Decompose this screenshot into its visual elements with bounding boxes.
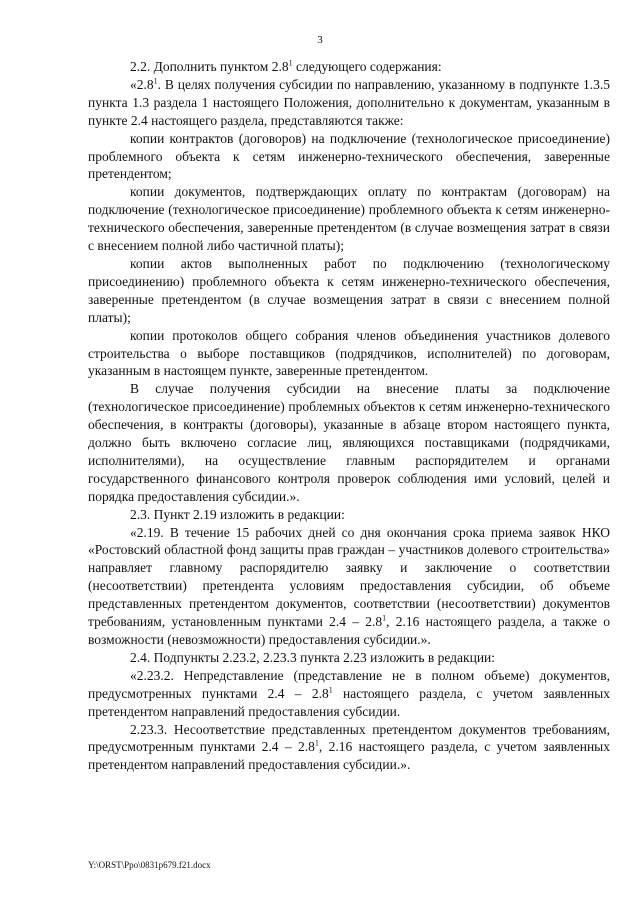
paragraph-text: , 2.16 настоящего раздела, с учетом заявленных претендентом направлений предоставления субсидии.». — [88, 739, 610, 773]
paragraph — [88, 255, 610, 327]
superscript: 1 — [153, 76, 158, 86]
paragraph — [88, 58, 610, 76]
paragraph-text: копии документов, подтверждающих оплату по контрактам (договорам) на подключение (технологическое присоединение) проблемного объекта к сетям инженерно-технического обеспечения, заверенные претендентом (в случае возмещения затрат в связи с внесением полной либо частичной платы); — [88, 184, 610, 254]
paragraph-text: В случае получения субсидии на внесение платы за подключение (технологическое присоединение) проблемных объектов к сетям инженерно-технического обеспечения, в контракты (договоры), указанные в абзаце втором настоящего пункта, должно быть включено согласие лиц, являющихся поставщиками (подрядчиками, исполнителями), на осуществление главным распорядителем и органами государственного финансового контроля проверок соблюдения ими условий, целей и порядка предоставления субсидии.». — [88, 381, 610, 504]
superscript: 1 — [288, 58, 293, 68]
paragraph-text: 2.4. Подпункты 2.23.2, 2.23.3 пункта 2.23 изложить в редакции: — [130, 649, 496, 665]
paragraph — [88, 327, 610, 381]
paragraph — [88, 649, 610, 667]
page-number: 3 — [317, 34, 323, 46]
paragraph-text: «2.8 — [130, 76, 154, 92]
footer-file-path: Y:\ORST\Ppo\0831p679.f21.docx — [88, 860, 211, 870]
paragraph-text: настоящего раздела, с учетом заявленных претендентом направлений предоставления субсидии. — [88, 685, 610, 719]
paragraph-text: 2.3. Пункт 2.19 изложить в редакции: — [130, 506, 345, 522]
superscript: 1 — [314, 738, 319, 748]
paragraph-text: копии контрактов (договоров) на подключение (технологическое присоединение) проблемного объекта к сетям инженерно-технического обеспечения, заверенные претендентом; — [88, 130, 610, 182]
superscript: 1 — [382, 613, 387, 623]
paragraph-text: , 2.16 настоящего раздела, а также о возможности (невозможности) предоставления субсидии.». — [88, 614, 611, 647]
paragraph — [88, 506, 610, 524]
paragraph-text: «2.19. В течение 15 рабочих дней со дня окончания срока приема заявок НКО «Ростовский областной фонд защиты прав граждан – участников долевого строительства» направляет главному распорядителю заявку и заключение о соответствии (несоответствии) претендента условиям предоставления субсидии, об объеме представленных претендентом документов, соответствии (несоответствии) документов требованиям, установленным пунктами 2.4 – 2.8 — [88, 524, 610, 630]
paragraph-text: . В целях получения субсидии по направлению, указанному в подпункте 1.3.5 пункта 1.3 раздела 1 настоящего Положения, дополнительно к документам, указанным в пункте 2.4 настоящего раздела, представляются также: — [88, 76, 610, 128]
paragraph — [88, 76, 610, 130]
paragraph-text: 2.23.3. Несоответствие представленных претендентом документов требованиям, предусмотренным пунктами 2.4 – 2.8 — [88, 721, 610, 755]
paragraph-text: копии актов выполненных работ по подключению (технологическому присоединению) проблемного объекта к сетям инженерно-технического обеспечения, заверенные претендентом (в случае возмещения затрат в связи с внесением полной платы); — [88, 255, 610, 325]
paragraph — [88, 380, 610, 505]
paragraph — [88, 667, 610, 721]
paragraph-text: 2.2. Дополнить пунктом 2.8 — [130, 59, 289, 74]
paragraph — [88, 524, 610, 649]
paragraph-text: копии протоколов общего собрания членов объединения участников долевого строительства о выборе поставщиков (подрядчиков, исполнителей) по договорам, указанным в настоящем пункте, заверенные претендентом. — [88, 327, 610, 379]
paragraph-text: «2.23.2. Непредставление (представление не в полном объеме) документов, предусмотренных пунктами 2.4 – 2.8 — [88, 667, 610, 701]
paragraph-text: следующего содержания: — [292, 59, 442, 74]
paragraph — [88, 183, 610, 255]
paragraph — [88, 130, 610, 184]
paragraph — [88, 721, 610, 775]
superscript: 1 — [328, 685, 333, 695]
document-body — [88, 58, 610, 774]
